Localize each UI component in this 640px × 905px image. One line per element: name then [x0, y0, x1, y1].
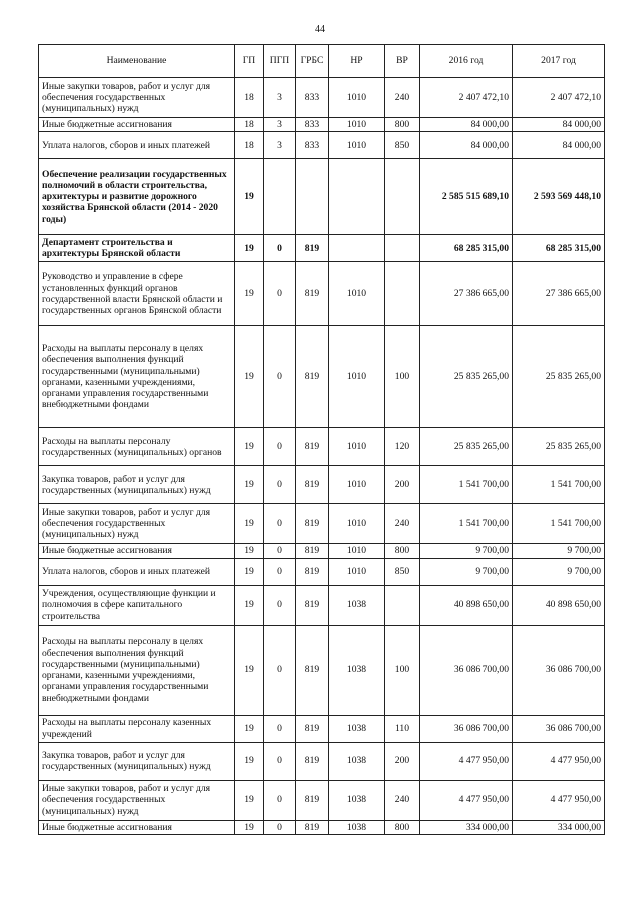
- col-header-nr: НР: [329, 45, 385, 78]
- cell-2017: 68 285 315,00: [513, 235, 605, 262]
- cell-nr: 1010: [329, 262, 385, 326]
- cell-name: Расходы на выплаты персоналу в целях обеспечения выполнения функций государственными (муниципальными) органами, казенными учреждениями, органами управления государственными внебюджетными фондами: [39, 625, 235, 715]
- cell-vr: [385, 262, 420, 326]
- cell-vr: 800: [385, 544, 420, 558]
- cell-2016: 84 000,00: [420, 132, 513, 159]
- cell-pgp: 0: [264, 544, 296, 558]
- table-row: [39, 78, 605, 118]
- cell-2016: 25 835 265,00: [420, 428, 513, 466]
- cell-gp: 18: [235, 78, 264, 118]
- cell-2017: 1 541 700,00: [513, 466, 605, 504]
- page-number: 44: [315, 24, 325, 35]
- cell-vr: 100: [385, 625, 420, 715]
- cell-pgp: 0: [264, 820, 296, 834]
- cell-pgp: 0: [264, 585, 296, 625]
- cell-2017: 1 541 700,00: [513, 504, 605, 544]
- cell-nr: 1038: [329, 742, 385, 780]
- cell-vr: 110: [385, 715, 420, 742]
- cell-2017: 27 386 665,00: [513, 262, 605, 326]
- cell-grbs: 819: [296, 742, 329, 780]
- cell-grbs: 833: [296, 132, 329, 159]
- cell-nr: [329, 159, 385, 235]
- cell-nr: 1010: [329, 326, 385, 428]
- cell-nr: 1010: [329, 428, 385, 466]
- cell-vr: 200: [385, 466, 420, 504]
- cell-grbs: 819: [296, 715, 329, 742]
- col-header-name: Наименование: [39, 45, 235, 78]
- cell-gp: 19: [235, 780, 264, 820]
- cell-vr: 800: [385, 118, 420, 132]
- cell-2016: 36 086 700,00: [420, 625, 513, 715]
- cell-2016: 334 000,00: [420, 820, 513, 834]
- cell-gp: 19: [235, 504, 264, 544]
- cell-pgp: [264, 159, 296, 235]
- cell-2016: 9 700,00: [420, 544, 513, 558]
- cell-vr: [385, 585, 420, 625]
- cell-grbs: 833: [296, 78, 329, 118]
- table-row: [39, 159, 605, 235]
- table-row: [39, 544, 605, 558]
- cell-grbs: 819: [296, 504, 329, 544]
- cell-2017: 25 835 265,00: [513, 428, 605, 466]
- cell-pgp: 0: [264, 326, 296, 428]
- cell-name: Учреждения, осуществляющие функции и полномочия в сфере капитального строительства: [39, 585, 235, 625]
- cell-pgp: 3: [264, 118, 296, 132]
- table-row: [39, 558, 605, 585]
- cell-name: Иные закупки товаров, работ и услуг для обеспечения государственных (муниципальных) нужд: [39, 78, 235, 118]
- cell-2016: 27 386 665,00: [420, 262, 513, 326]
- cell-pgp: 0: [264, 235, 296, 262]
- cell-name: Иные бюджетные ассигнования: [39, 820, 235, 834]
- cell-grbs: 819: [296, 780, 329, 820]
- cell-2016: 84 000,00: [420, 118, 513, 132]
- cell-2017: 36 086 700,00: [513, 715, 605, 742]
- table-row: [39, 132, 605, 159]
- cell-grbs: 819: [296, 625, 329, 715]
- col-header-2016: 2016 год: [420, 45, 513, 78]
- table-row: [39, 625, 605, 715]
- cell-2016: 68 285 315,00: [420, 235, 513, 262]
- cell-gp: 18: [235, 118, 264, 132]
- cell-name: Расходы на выплаты персоналу государственных (муниципальных) органов: [39, 428, 235, 466]
- table-row: [39, 504, 605, 544]
- cell-vr: 850: [385, 132, 420, 159]
- cell-2016: 1 541 700,00: [420, 504, 513, 544]
- cell-gp: 19: [235, 428, 264, 466]
- cell-vr: 200: [385, 742, 420, 780]
- cell-2017: 9 700,00: [513, 544, 605, 558]
- cell-nr: 1038: [329, 715, 385, 742]
- cell-gp: 19: [235, 159, 264, 235]
- cell-name: Уплата налогов, сборов и иных платежей: [39, 132, 235, 159]
- col-header-grbs: ГРБС: [296, 45, 329, 78]
- cell-vr: [385, 159, 420, 235]
- cell-2017: 84 000,00: [513, 118, 605, 132]
- col-header-2017: 2017 год: [513, 45, 605, 78]
- cell-pgp: 0: [264, 262, 296, 326]
- cell-grbs: 819: [296, 558, 329, 585]
- cell-gp: 19: [235, 235, 264, 262]
- cell-pgp: 3: [264, 78, 296, 118]
- cell-nr: 1038: [329, 820, 385, 834]
- cell-2017: 40 898 650,00: [513, 585, 605, 625]
- cell-grbs: 819: [296, 820, 329, 834]
- cell-nr: 1038: [329, 780, 385, 820]
- cell-nr: 1038: [329, 585, 385, 625]
- table-row: [39, 262, 605, 326]
- cell-pgp: 0: [264, 780, 296, 820]
- cell-nr: 1010: [329, 132, 385, 159]
- table-row: [39, 326, 605, 428]
- col-header-gp: ГП: [235, 45, 264, 78]
- cell-2017: 2 593 569 448,10: [513, 159, 605, 235]
- cell-nr: 1010: [329, 466, 385, 504]
- cell-nr: 1010: [329, 78, 385, 118]
- table-row: [39, 118, 605, 132]
- cell-nr: 1038: [329, 625, 385, 715]
- cell-pgp: 0: [264, 558, 296, 585]
- cell-pgp: 3: [264, 132, 296, 159]
- cell-nr: [329, 235, 385, 262]
- cell-2016: 36 086 700,00: [420, 715, 513, 742]
- cell-vr: 240: [385, 504, 420, 544]
- cell-2016: 4 477 950,00: [420, 742, 513, 780]
- cell-vr: 240: [385, 78, 420, 118]
- cell-gp: 19: [235, 820, 264, 834]
- cell-gp: 19: [235, 466, 264, 504]
- col-header-vr: ВР: [385, 45, 420, 78]
- cell-grbs: 819: [296, 585, 329, 625]
- cell-grbs: 819: [296, 466, 329, 504]
- cell-vr: 850: [385, 558, 420, 585]
- table-row: [39, 235, 605, 262]
- table-row: [39, 466, 605, 504]
- budget-table: [38, 44, 605, 835]
- cell-name: Департамент строительства и архитектуры Брянской области: [39, 235, 235, 262]
- cell-grbs: 819: [296, 428, 329, 466]
- cell-vr: 800: [385, 820, 420, 834]
- cell-name: Расходы на выплаты персоналу казенных учреждений: [39, 715, 235, 742]
- cell-nr: 1010: [329, 558, 385, 585]
- cell-gp: 19: [235, 558, 264, 585]
- cell-2016: 9 700,00: [420, 558, 513, 585]
- cell-grbs: 819: [296, 235, 329, 262]
- table-row: [39, 780, 605, 820]
- cell-pgp: 0: [264, 466, 296, 504]
- cell-vr: 120: [385, 428, 420, 466]
- cell-nr: 1010: [329, 544, 385, 558]
- table-row: [39, 742, 605, 780]
- cell-pgp: 0: [264, 742, 296, 780]
- cell-gp: 19: [235, 585, 264, 625]
- cell-2017: 2 407 472,10: [513, 78, 605, 118]
- table-body: [39, 78, 605, 835]
- col-header-pgp: ПГП: [264, 45, 296, 78]
- cell-2017: 25 835 265,00: [513, 326, 605, 428]
- cell-grbs: 819: [296, 544, 329, 558]
- cell-gp: 19: [235, 742, 264, 780]
- cell-2017: 36 086 700,00: [513, 625, 605, 715]
- cell-vr: 240: [385, 780, 420, 820]
- cell-2016: 40 898 650,00: [420, 585, 513, 625]
- cell-name: Закупка товаров, работ и услуг для государственных (муниципальных) нужд: [39, 742, 235, 780]
- cell-gp: 19: [235, 715, 264, 742]
- cell-2017: 9 700,00: [513, 558, 605, 585]
- cell-pgp: 0: [264, 715, 296, 742]
- cell-grbs: [296, 159, 329, 235]
- cell-2016: 2 585 515 689,10: [420, 159, 513, 235]
- cell-vr: [385, 235, 420, 262]
- header-row: [39, 45, 605, 78]
- cell-gp: 19: [235, 262, 264, 326]
- cell-grbs: 819: [296, 326, 329, 428]
- cell-2017: 84 000,00: [513, 132, 605, 159]
- cell-gp: 18: [235, 132, 264, 159]
- cell-2016: 4 477 950,00: [420, 780, 513, 820]
- table-row: [39, 585, 605, 625]
- cell-name: Уплата налогов, сборов и иных платежей: [39, 558, 235, 585]
- cell-name: Иные закупки товаров, работ и услуг для обеспечения государственных (муниципальных) нужд: [39, 780, 235, 820]
- cell-2017: 334 000,00: [513, 820, 605, 834]
- table-row: [39, 820, 605, 834]
- cell-name: Руководство и управление в сфере установленных функций органов государственной власти Брянской области и государственных органов Брянской области: [39, 262, 235, 326]
- cell-grbs: 819: [296, 262, 329, 326]
- cell-2016: 1 541 700,00: [420, 466, 513, 504]
- cell-grbs: 833: [296, 118, 329, 132]
- cell-nr: 1010: [329, 504, 385, 544]
- cell-name: Обеспечение реализации государственных полномочий в области строительства, архитектуры и развитие дорожного хозяйства Брянской области (2014 - 2020 годы): [39, 159, 235, 235]
- cell-pgp: 0: [264, 504, 296, 544]
- cell-gp: 19: [235, 326, 264, 428]
- cell-name: Расходы на выплаты персоналу в целях обеспечения выполнения функций государственными (муниципальными) органами, казенными учреждениями, органами управления государственными внебюджетными фондами: [39, 326, 235, 428]
- cell-pgp: 0: [264, 625, 296, 715]
- cell-2017: 4 477 950,00: [513, 742, 605, 780]
- cell-vr: 100: [385, 326, 420, 428]
- cell-name: Закупка товаров, работ и услуг для государственных (муниципальных) нужд: [39, 466, 235, 504]
- cell-gp: 19: [235, 625, 264, 715]
- cell-2016: 2 407 472,10: [420, 78, 513, 118]
- cell-name: Иные бюджетные ассигнования: [39, 544, 235, 558]
- cell-2016: 25 835 265,00: [420, 326, 513, 428]
- cell-pgp: 0: [264, 428, 296, 466]
- cell-2017: 4 477 950,00: [513, 780, 605, 820]
- cell-name: Иные закупки товаров, работ и услуг для обеспечения государственных (муниципальных) нужд: [39, 504, 235, 544]
- cell-name: Иные бюджетные ассигнования: [39, 118, 235, 132]
- table-row: [39, 428, 605, 466]
- cell-gp: 19: [235, 544, 264, 558]
- table-row: [39, 715, 605, 742]
- cell-nr: 1010: [329, 118, 385, 132]
